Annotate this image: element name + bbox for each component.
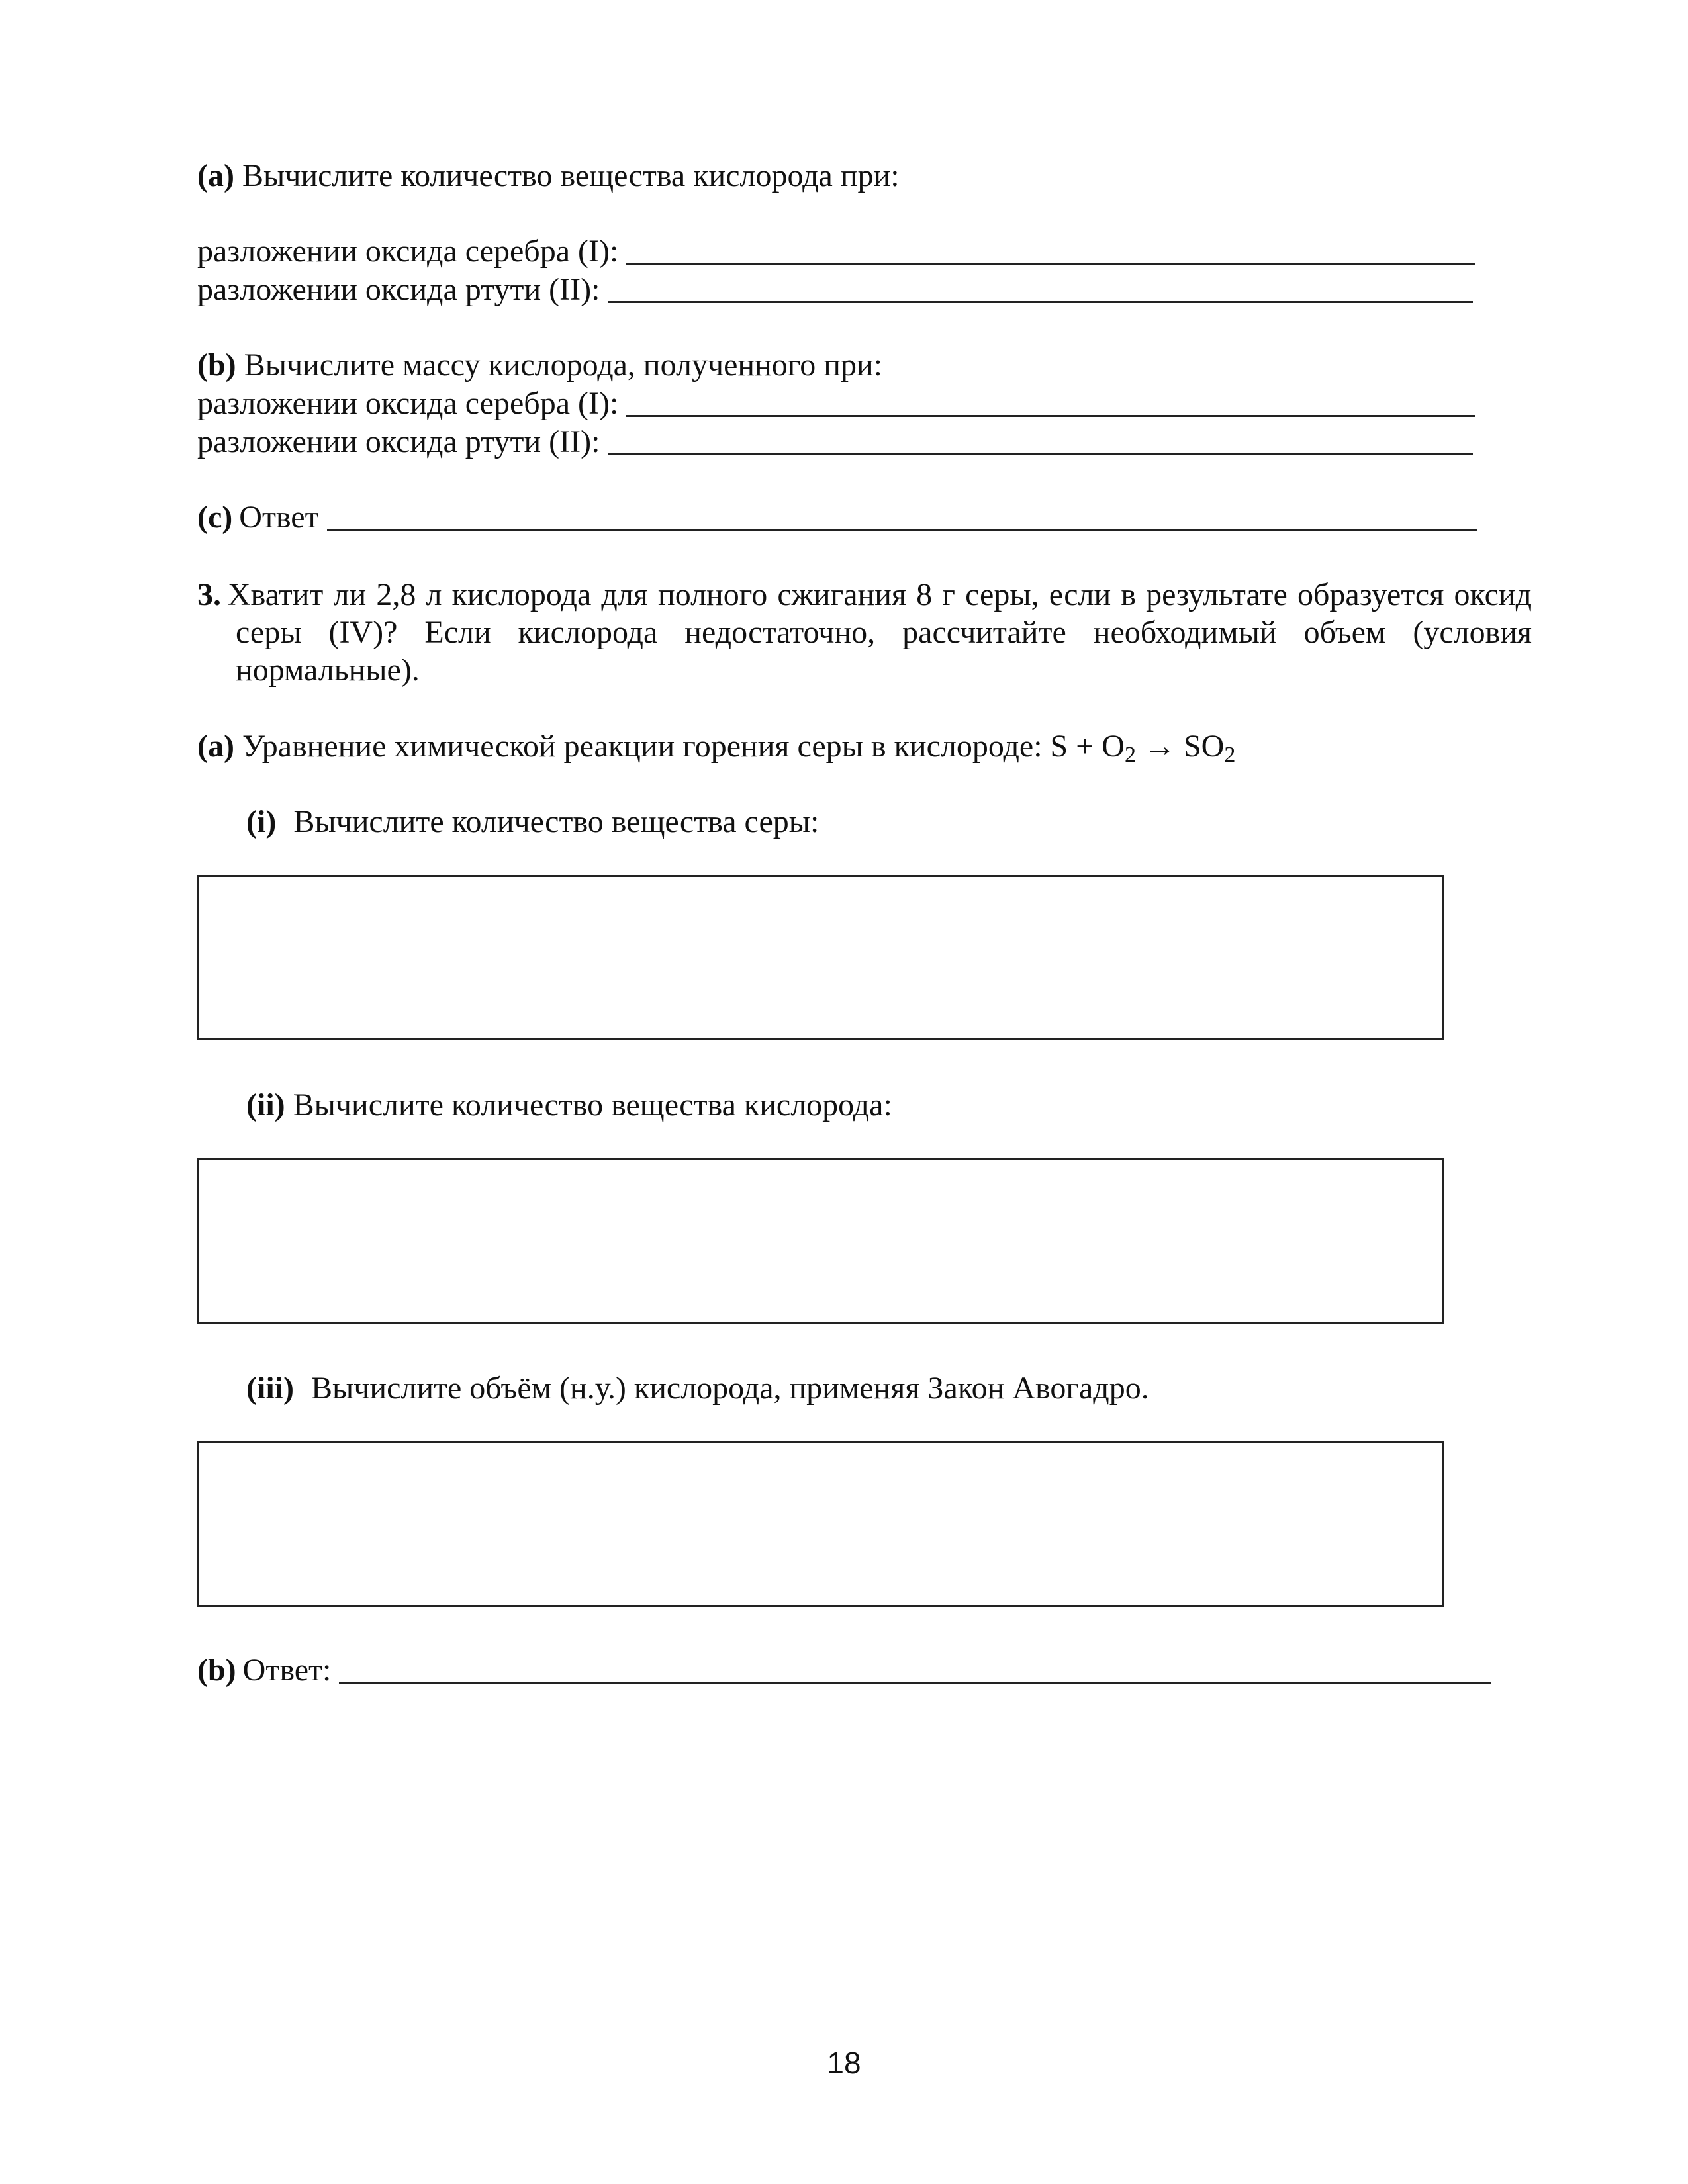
part-b-row-silver-label: разложении оксида серебра (I): xyxy=(197,386,619,421)
q3-sub-ii-answer-box[interactable] xyxy=(197,1158,1444,1324)
q3-sub-iii-text: Вычислите объём (н.у.) кислорода, применяя Закон Авогадро. xyxy=(310,1371,1149,1406)
question-3-text: Хватит ли 2,8 л кислорода для полного сжигания 8 г серы, если в результате образуется оксид серы (IV)? Если кислорода недостаточно, рассчитайте необходимый объем (условия нормальные). xyxy=(228,577,1532,688)
part-c-label: (c) xyxy=(197,500,233,535)
q3-part-b-row xyxy=(197,1652,1491,1689)
part-b-label: (b) xyxy=(197,347,236,383)
q3-part-b-answer-line[interactable] xyxy=(339,1653,1491,1684)
q3-part-a-text: Уравнение химической реакции горения серы в кислороде: S + O xyxy=(242,729,1125,764)
part-b-text: Вычислите массу кислорода, полученного при: xyxy=(244,347,882,383)
q3-sub-ii-text: Вычислите количество вещества кислорода: xyxy=(293,1087,892,1122)
part-b-row-silver xyxy=(197,385,1475,422)
part-c-row xyxy=(197,499,1477,536)
q3-sub-ii-label: (ii) xyxy=(246,1087,285,1122)
q3-sub-iii-answer-box[interactable] xyxy=(197,1441,1444,1607)
q3-sub-i xyxy=(246,803,819,841)
q3-sub-ii xyxy=(246,1087,892,1124)
page-number: 18 xyxy=(827,2046,861,2080)
q3-part-b-label: (b) xyxy=(197,1653,236,1688)
part-a-row-silver xyxy=(197,233,1475,270)
question-3 xyxy=(197,576,1532,689)
q3-part-a-sub2: 2 xyxy=(1224,743,1236,767)
part-a-row-mercury xyxy=(197,271,1473,308)
part-a-text: Вычислите количество вещества кислорода при: xyxy=(242,158,900,193)
q3-sub-iii xyxy=(246,1370,1149,1407)
q3-part-a xyxy=(197,728,1235,765)
q3-part-b-text: Ответ: xyxy=(242,1653,332,1688)
part-a-mercury-answer-line[interactable] xyxy=(608,272,1473,303)
part-a-heading xyxy=(197,158,900,195)
part-c-text: Ответ xyxy=(239,500,319,535)
part-b-heading xyxy=(197,347,882,384)
part-a-row-silver-label: разложении оксида серебра (I): xyxy=(197,234,619,269)
q3-part-a-sub1: 2 xyxy=(1124,743,1136,767)
q3-sub-iii-label: (iii) xyxy=(246,1371,294,1406)
part-b-row-mercury xyxy=(197,424,1473,461)
part-b-mercury-answer-line[interactable] xyxy=(608,424,1473,455)
part-a-silver-answer-line[interactable] xyxy=(626,234,1475,265)
part-b-silver-answer-line[interactable] xyxy=(626,386,1475,417)
q3-part-a-arrow: → SO xyxy=(1135,729,1225,764)
q3-sub-i-label: (i) xyxy=(246,804,277,839)
question-3-number: 3. xyxy=(197,577,221,612)
part-b-row-mercury-label: разложении оксида ртути (II): xyxy=(197,424,600,459)
part-a-label: (a) xyxy=(197,158,234,193)
part-a-row-mercury-label: разложении оксида ртути (II): xyxy=(197,272,600,307)
q3-sub-i-text: Вычислите количество вещества серы: xyxy=(293,804,820,839)
q3-sub-i-answer-box[interactable] xyxy=(197,875,1444,1040)
part-c-answer-line[interactable] xyxy=(327,500,1477,531)
q3-part-a-label: (a) xyxy=(197,729,234,764)
